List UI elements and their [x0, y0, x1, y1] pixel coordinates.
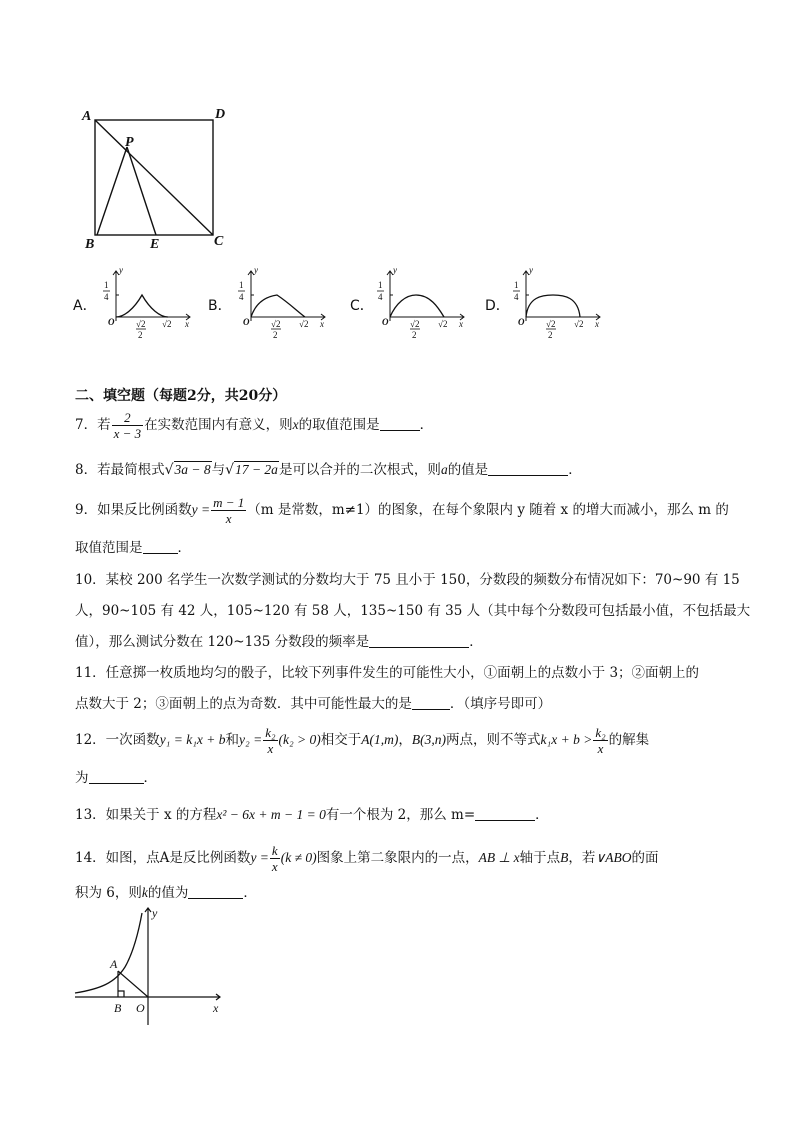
svg-text:1: 1: [514, 280, 519, 290]
option-D-graph: [508, 265, 608, 343]
svg-text:√2: √2: [574, 319, 584, 329]
option-D-label[interactable]: D．: [485, 298, 510, 314]
svg-text:x: x: [320, 319, 324, 329]
svg-text:x: x: [185, 319, 189, 329]
svg-text:O: O: [108, 317, 115, 327]
svg-text:2: 2: [273, 330, 278, 340]
question-11: 11．任意掷一枚质地均匀的骰子，比较下列事件发生的可能性大小，①面朝上的点数小于 3；②面朝上的: [75, 665, 700, 681]
label-E: E: [150, 237, 160, 250]
svg-text:2: 2: [548, 330, 553, 340]
svg-text:x: x: [595, 319, 599, 329]
q8-answer-blank[interactable]: [488, 461, 568, 476]
section-title: 二、填空题（每题2分，共20分）: [75, 388, 287, 404]
svg-text:√2: √2: [546, 319, 556, 329]
question-10-line3: 值），那么测试分数在 120~135 分数段的频率是 ．: [75, 634, 483, 650]
q14-answer-blank[interactable]: [188, 884, 243, 899]
svg-text:4: 4: [514, 292, 519, 302]
option-C-graph: [372, 265, 472, 343]
option-B-label[interactable]: B．: [208, 298, 232, 314]
question-14-line2: 积为 6，则k的值为 ．: [75, 885, 257, 901]
svg-text:4: 4: [239, 292, 244, 302]
q13-answer-blank[interactable]: [475, 806, 535, 821]
option-B-graph: [233, 265, 333, 343]
svg-text:1: 1: [378, 280, 383, 290]
label-P: P: [125, 135, 134, 150]
question-10: 10．某校 200 名学生一次数学测试的分数均大于 75 且小于 150，分数段的频数分布情况如下：70~90 有 15: [75, 572, 740, 588]
svg-text:√2: √2: [162, 319, 172, 329]
label-C: C: [214, 234, 224, 249]
label-A: A: [82, 109, 92, 124]
svg-text:x: x: [459, 319, 463, 329]
q10-answer-blank[interactable]: [369, 633, 469, 648]
label-D: D: [215, 107, 226, 122]
svg-text:1: 1: [239, 280, 244, 290]
svg-text:O: O: [518, 317, 525, 327]
q12-answer-blank[interactable]: [89, 769, 144, 784]
svg-text:B: B: [114, 1001, 122, 1015]
svg-text:4: 4: [378, 292, 383, 302]
question-12: 12．一次函数y₁ = k₁x + b和y₂ = $\frac{\text{k₂}}{x}$ (k₂ > 0)相交于A(1,m)，B(3,n)两点，则不等式k₁x + b > $\frac{\text{k₂}}{x}$ 的解集: [75, 725, 650, 756]
svg-text:√2: √2: [438, 319, 448, 329]
question-7: 7．若 $\frac{2}{x - 3}$ 在实数范围内有意义，则x的取值范围是 ．: [75, 410, 434, 441]
question-10-line2: 人，90~105 有 42 人，105~120 有 58 人，135~150 有 35 人（其中每个分数段可包括最小值，不包括最大: [75, 603, 751, 619]
svg-text:y: y: [119, 265, 123, 275]
svg-text:y: y: [529, 265, 533, 275]
svg-text:x: x: [213, 1001, 219, 1015]
q9-answer-blank[interactable]: [143, 539, 178, 554]
svg-text:O: O: [382, 317, 389, 327]
q7-fraction: $\frac{2}{x - 3}$: [113, 410, 142, 441]
option-A-graph: [98, 265, 198, 343]
question-9: 9．如果反比例函数y = $\frac{m - 1}{x}$ （m 是常数，m≠1）的图象，在每个象限内 y 随着 x 的增大而减小，那么 m 的: [75, 495, 729, 526]
svg-text:O: O: [136, 1001, 145, 1015]
option-A-label[interactable]: A．: [73, 298, 97, 314]
svg-text:1: 1: [104, 280, 109, 290]
square-figure: [80, 100, 240, 250]
option-C-label[interactable]: C．: [350, 298, 374, 314]
question-11-line2: 点数大于 2；③面朝上的点为奇数．其中可能性最大的是 ．（填序号即可）: [75, 696, 552, 712]
hyperbola-figure: [70, 905, 230, 1030]
svg-text:√2: √2: [299, 319, 309, 329]
q11-answer-blank[interactable]: [412, 695, 450, 710]
label-B: B: [85, 237, 95, 250]
question-9-line2: 取值范围是 ．: [75, 540, 191, 556]
svg-text:O: O: [243, 317, 250, 327]
svg-text:2: 2: [138, 330, 143, 340]
question-13: 13．如果关于 x 的方程x² − 6x + m − 1 = 0有一个根为 2，那么 m= ．: [75, 807, 549, 823]
svg-text:4: 4: [104, 292, 109, 302]
svg-text:√2: √2: [136, 319, 146, 329]
q7-answer-blank[interactable]: [380, 416, 420, 431]
svg-text:y: y: [254, 265, 258, 275]
svg-text:√2: √2: [410, 319, 420, 329]
svg-text:y: y: [393, 265, 397, 275]
svg-text:y: y: [152, 906, 158, 920]
svg-text:2: 2: [412, 330, 417, 340]
svg-text:A: A: [110, 957, 118, 971]
svg-text:√2: √2: [271, 319, 281, 329]
question-8: 8．若最简根式√3a − 8与√17 − 2a是可以合并的二次根式，则a的值是 ．: [75, 462, 582, 478]
question-14: 14．如图，点A是反比例函数y = $\frac{k}{x}$ (k ≠ 0)图象上第二象限内的一点，AB ⊥ x轴于点B，若∨ABO的面: [75, 843, 659, 874]
question-12-line2: 为 ．: [75, 770, 157, 786]
